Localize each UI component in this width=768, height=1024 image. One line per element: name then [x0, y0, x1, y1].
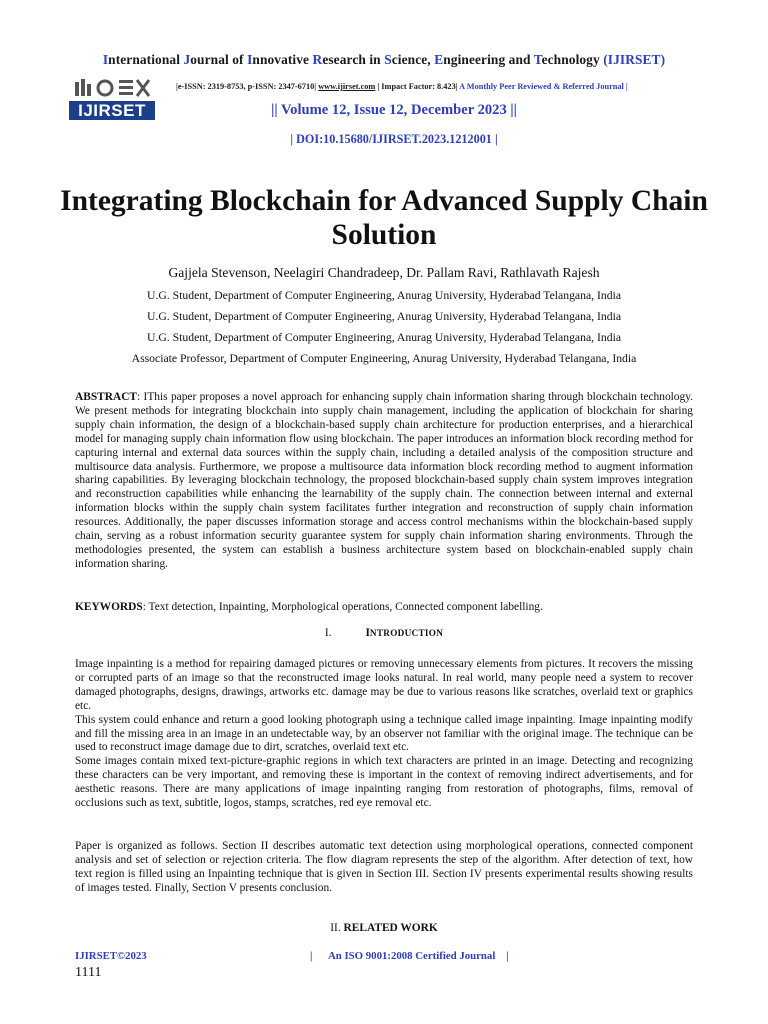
journal-title-word: Research in [312, 52, 385, 67]
journal-title-word: Engineering and [434, 52, 534, 67]
abstract-text: : IThis paper proposes a novel approach for enhancing supply chain information sharing through blockchain technology. We present methods for integrating blockchain into supply chain management, including the application of blockchain for sharing supply chain information, the design of a blockchain-based supply chain architecture for production enterprises, and a hierarchical model for managing supply chain information flow using blockchain. The paper introduces an information block recording method for capturing internal and external data sources within the supply chain, including a detailed analysis of the composition structure and multisource data analysis. Furthermore, we propose a multisource data information block recording method to augment information sharing capabilities. By leveraging blockchain technology, the proposed blockchain-based supply chain system improves integration and reconstruction capabilities while enhancing the learnability of the supply chain. The connection between internal and external information blocks within the supply chain system facilitates further integration and reconstruction of supply chain information resources. Additionally, the paper discusses information storage and access control mechanisms within the blockchain-based supply chain, serving as a robust information security guarantee system for supply chain information sharing environments. Through the methodologies presented, the system can establish a business architecture system based on blockchain-enabled supply chain information sharing. [75, 391, 693, 570]
footer-copyright: IJIRSET©2023 [75, 950, 147, 962]
paragraph: Image inpainting is a method for repairing damaged pictures or removing unnecessary elements from pictures. It recovers the missing or corrupted parts of an image so that the reconstructed image looks natural. In real world, many people need a system to recover damaged photographs, designs, drawings, artworks etc. damage may be due to various reasons like scratches, overlaid text or graphics etc. [75, 658, 693, 712]
keywords [75, 601, 693, 615]
logo-text: IJIRSET [69, 101, 155, 120]
doi: | DOI:10.15680/IJIRSET.2023.1212001 | [290, 132, 498, 146]
author-list: Gajjela Stevenson, Neelagiri Chandradeep, Dr. Pallam Ravi, Rathlavath Rajesh [168, 265, 600, 280]
introduction-body [75, 658, 693, 811]
logo-emblem-icon [69, 76, 155, 101]
journal-abbreviation: (IJIRSET) [603, 52, 666, 67]
section-title-initial: I [365, 627, 370, 639]
impact-factor: | Impact Factor: 8.423| [375, 82, 460, 91]
volume-issue: || Volume 12, Issue 12, December 2023 || [271, 102, 517, 118]
affiliation: U.G. Student, Department of Computer Engineering, Anurag University, Hyderabad Telangana, India [146, 289, 622, 302]
section-number: I. [324, 627, 332, 639]
journal-title-word: International [102, 52, 184, 67]
journal-title-word: Innovative [247, 52, 313, 67]
journal-title-word: Journal of [183, 52, 248, 67]
page-number: 1111 [75, 965, 102, 980]
peer-reviewed-note: A Monthly Peer Reviewed & Referred Journal | [459, 82, 628, 91]
keywords-text: : Text detection, Inpainting, Morphological operations, Connected component labelling. [142, 601, 543, 613]
paragraph: This system could enhance and return a good looking photograph using a technique called image inpainting. Image inpainting modify and fill the missing area in an image in an undetectable way, by an observer not familiar with the original image. The technique can be used to reconstruct image damage due to dirt, scratches, overlaid text etc. [75, 713, 693, 754]
abstract-label: ABSTRACT [75, 391, 138, 403]
website-link[interactable]: www.ijirset.com [318, 82, 376, 91]
affiliation: U.G. Student, Department of Computer Engineering, Anurag University, Hyderabad Telangana, India [146, 310, 622, 323]
affiliation: Associate Professor, Department of Computer Engineering, Anurag University, Hyderabad Telangana, India [131, 352, 637, 365]
section-number: II. [330, 922, 341, 934]
abstract [75, 391, 693, 572]
section-title: RELATED WORK [343, 922, 438, 934]
footer-certification: | An ISO 9001:2008 Certified Journal | [310, 950, 509, 962]
journal-title-word: Technology [533, 52, 604, 67]
section-heading-introduction [0, 627, 768, 639]
issn-text: |e-ISSN: 2319-8753, p-ISSN: 2347-6710| [176, 82, 319, 91]
paragraph: Paper is organized as follows. Section II describes automatic text detection using morphological operations, connected component analysis and set of selection or rejection criteria. The flow diagram represents the step of the algorithm. After detection of text, how text region is filled using an Inpainting technique that is given in Section III. Section IV presents experimental results showing results of images tested. Finally, Section V presents conclusion. [75, 840, 693, 894]
journal-title-word: Science, [384, 52, 435, 67]
affiliation: U.G. Student, Department of Computer Engineering, Anurag University, Hyderabad Telangana, India [146, 331, 622, 344]
issn-line [176, 82, 676, 91]
keywords-label: KEYWORDS [75, 601, 143, 613]
journal-title [0, 52, 768, 68]
organization-paragraph [75, 840, 693, 896]
section-heading-related-work [0, 922, 768, 934]
paper-title: Integrating Blockchain for Advanced Supply Chain Solution [60, 185, 708, 251]
section-title-rest: NTRODUCTION [369, 628, 444, 638]
paragraph: Some images contain mixed text-picture-graphic regions in which text characters are printed in an image. Detecting and recognizing these characters can be very important, and removing these is important in the context of removing indirect advertisements, and for aesthetic reasons. There are many applications of image inpainting ranging from restoration of photographs, films, removal of occlusions such as text, subtitle, logos, stamps, scratches, red eye removal etc. [75, 755, 693, 810]
